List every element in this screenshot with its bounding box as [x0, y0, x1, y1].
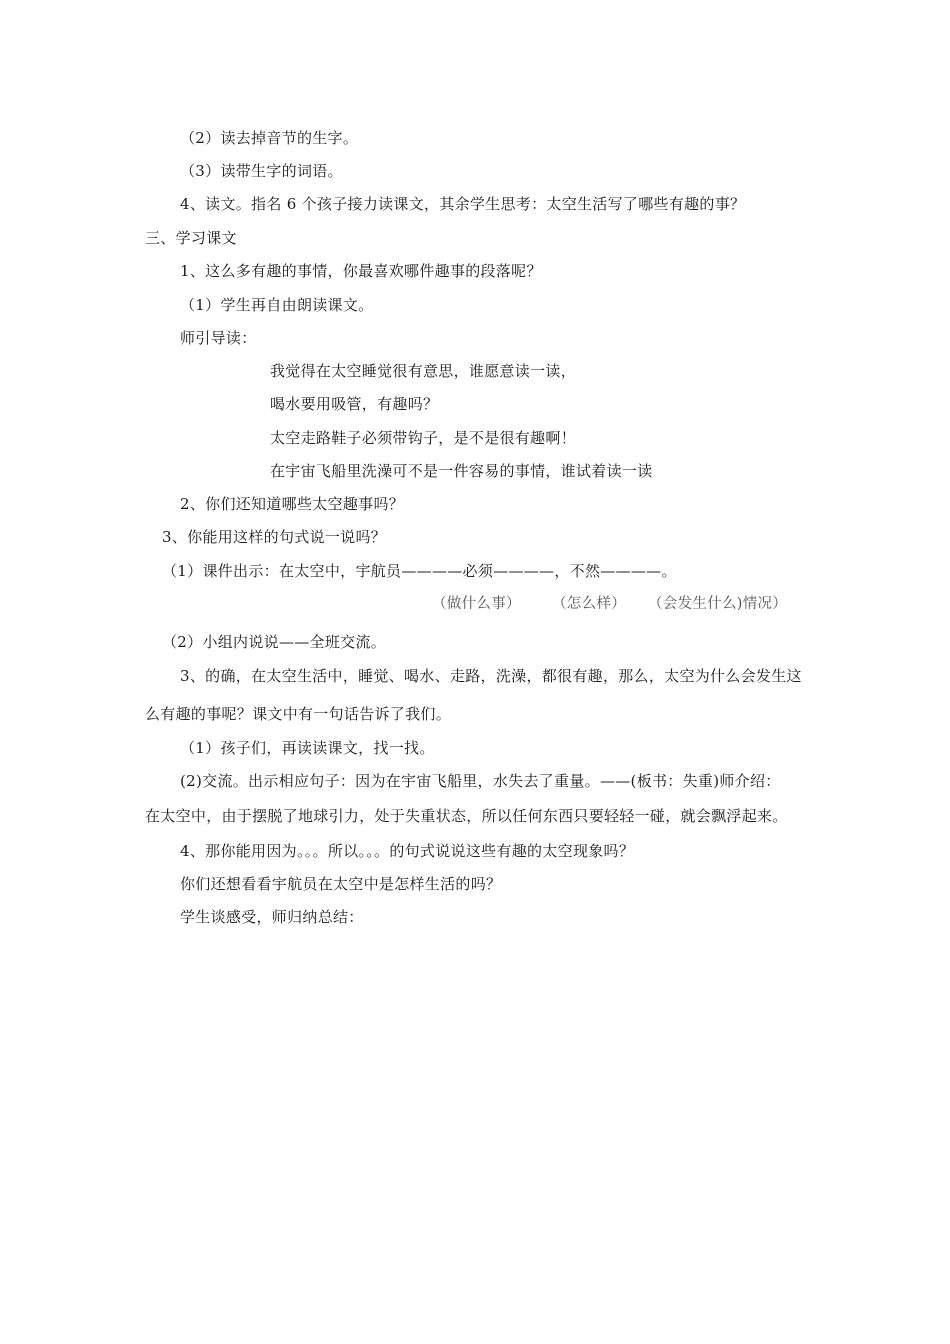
text-line: 2、你们还知道哪些太空趣事吗？	[180, 495, 405, 513]
text-line: 么有趣的事呢？课文中有一句话告诉了我们。	[145, 705, 452, 723]
text-line: 师引导读：	[180, 329, 257, 347]
text-line: 3、的确，在太空生活中，睡觉、喝水、走路，洗澡，都很有趣，那么，太空为什么会发生这	[180, 667, 802, 685]
text-line: 3、你能用这样的句式说一说吗？	[162, 528, 387, 546]
text-line: 你们还想看看宇航员在太空中是怎样生活的吗？	[180, 875, 502, 893]
hint-label: （会发生什么)情况）	[648, 596, 788, 612]
hint-label: （做什么事）	[432, 596, 521, 612]
text-line: （1）孩子们，再读读课文，找一找。	[180, 739, 435, 757]
text-line: 在太空中，由于摆脱了地球引力，处于失重状态，所以任何东西只要轻轻一碰，就会飘浮起来。	[145, 807, 788, 825]
text-line: （1）学生再自由朗读课文。	[180, 296, 374, 314]
text-line: （1）课件出示：在太空中，宇航员————必须————，不然————。	[162, 562, 677, 580]
text-line: 4、读文。指名 6 个孩子接力读课文，其余学生思考：太空生活写了哪些有趣的事？	[180, 195, 746, 213]
text-line: 我觉得在太空睡觉很有意思，谁愿意读一读，	[270, 362, 577, 380]
section-heading: 三、学习课文	[145, 229, 237, 247]
text-line: 学生谈感受，师归纳总结：	[180, 908, 364, 926]
text-line: 在宇宙飞船里洗澡可不是一件容易的事情，谁试着读一读	[270, 462, 653, 480]
text-line: 4、那你能用因为。。。所以。。。的句式说说这些有趣的太空现象吗？	[180, 842, 635, 860]
hint-label: （怎么样）	[552, 596, 626, 612]
text-line: (2)交流。出示相应句子：因为在宇宙飞船里，水失去了重量。——(板书：失重)师介绍：	[180, 772, 781, 790]
text-line: 1、这么多有趣的事情，你最喜欢哪件趣事的段落呢？	[180, 262, 542, 280]
text-line: （2）读去掉音节的生字。	[180, 129, 359, 147]
text-line: （2）小组内说说——全班交流。	[162, 633, 387, 651]
text-line: （3）读带生字的词语。	[180, 162, 343, 180]
text-line: 太空走路鞋子必须带钩子，是不是很有趣啊！	[270, 429, 577, 447]
text-line: 喝水要用吸管，有趣吗？	[270, 395, 439, 413]
